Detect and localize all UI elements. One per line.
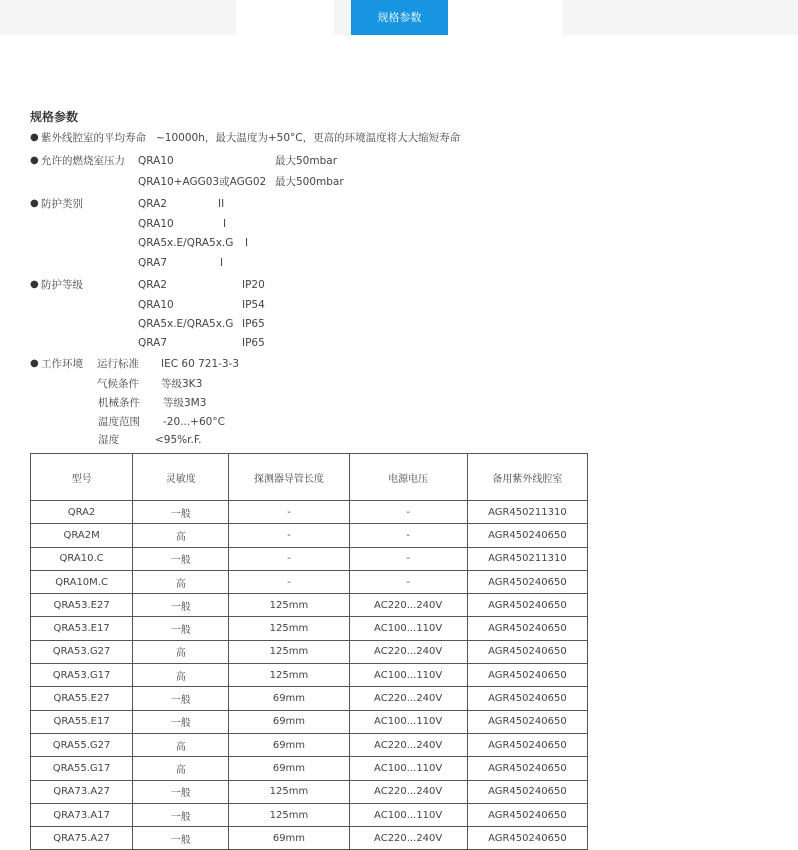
spec-env-value: 等级3K3 [161, 378, 203, 390]
table-row [31, 640, 588, 663]
spec-lifespan-label: 紫外线腔室的平均寿命 [41, 132, 146, 144]
table-header-cell: 探测器导管长度 [229, 454, 349, 501]
table-cell: 69mm [229, 733, 349, 756]
spec-level-model: QRA10 [138, 299, 174, 311]
table-cell: 高 [133, 733, 229, 756]
spec-table [30, 453, 588, 850]
table-header-cell: 型号 [31, 454, 133, 501]
table-cell: AC220...240V [349, 733, 467, 756]
tab-blank-2[interactable] [334, 0, 351, 35]
table-cell: AC100...110V [349, 710, 467, 733]
table-cell: AGR450240650 [467, 780, 587, 803]
table-cell: QRA55.G27 [31, 733, 133, 756]
spec-env-value: -20...+60°C [163, 416, 225, 428]
spec-pressure-value: 最大50mbar [275, 155, 338, 167]
table-cell: QRA73.A27 [31, 780, 133, 803]
table-cell: AGR450211310 [467, 547, 587, 570]
bullet: ● [30, 132, 39, 143]
table-cell: 一般 [133, 803, 229, 826]
table-cell: QRA2 [31, 501, 133, 524]
table-cell: 69mm [229, 827, 349, 850]
bullet: ● [30, 358, 39, 369]
spec-class-value: II [218, 198, 225, 210]
spec-level-model: QRA5x.E/QRA5x.G [138, 318, 234, 330]
spec-pressure-value: 最大500mbar [275, 176, 344, 188]
spec-level-model: QRA7 [138, 337, 167, 349]
spec-env-value: 等级3M3 [163, 397, 207, 409]
table-row [31, 710, 588, 733]
spec-class-value: I [245, 237, 249, 249]
table-cell: - [229, 501, 349, 524]
tab-specs[interactable]: 规格参数 [351, 0, 448, 35]
table-cell: 69mm [229, 687, 349, 710]
table-cell: 一般 [133, 594, 229, 617]
table-cell: 125mm [229, 594, 349, 617]
tab-blank-1[interactable] [0, 0, 236, 35]
table-cell: QRA10M.C [31, 570, 133, 593]
table-header-cell: 灵敏度 [133, 454, 229, 501]
spec-class-model: QRA7 [138, 257, 167, 269]
spec-env-key: 湿度 [98, 434, 119, 446]
table-cell: 一般 [133, 547, 229, 570]
spec-pressure-label: 允许的燃烧室压力 [41, 155, 125, 167]
spec-class-model: QRA10 [138, 218, 174, 230]
table-row [31, 780, 588, 803]
table-row [31, 687, 588, 710]
table-row [31, 757, 588, 780]
table-cell: 69mm [229, 710, 349, 733]
spec-level-value: IP54 [242, 299, 265, 311]
table-cell: 69mm [229, 757, 349, 780]
table-cell: - [229, 547, 349, 570]
table-row [31, 617, 588, 640]
table-cell: 125mm [229, 664, 349, 687]
table-cell: 125mm [229, 803, 349, 826]
spec-env-key: 运行标准 [97, 358, 139, 370]
table-row [31, 803, 588, 826]
table-cell: QRA53.E17 [31, 617, 133, 640]
spec-protection-class-label: 防护类别 [41, 198, 83, 210]
spec-protection-level-label: 防护等级 [41, 279, 83, 291]
table-cell: 高 [133, 664, 229, 687]
tab-blank-3[interactable] [563, 0, 798, 35]
spec-pressure-model: QRA10+AGG03或AGG02 [138, 176, 267, 188]
table-cell: AGR450240650 [467, 733, 587, 756]
table-cell: 高 [133, 524, 229, 547]
table-cell: - [229, 570, 349, 593]
table-cell: AGR450240650 [467, 664, 587, 687]
table-cell: AC100...110V [349, 664, 467, 687]
table-cell: - [349, 524, 467, 547]
table-cell: AC220...240V [349, 594, 467, 617]
spec-lifespan-value: ~10000h，最大温度为+50°C，更高的环境温度将大大缩短寿命 [156, 132, 461, 144]
table-cell: AGR450240650 [467, 710, 587, 733]
table-row [31, 733, 588, 756]
table-cell: AC220...240V [349, 780, 467, 803]
table-cell: AC220...240V [349, 687, 467, 710]
table-cell: QRA10.C [31, 547, 133, 570]
spec-level-value: IP65 [242, 337, 265, 349]
table-cell: AGR450240650 [467, 570, 587, 593]
table-cell: - [349, 501, 467, 524]
bullet: ● [30, 279, 39, 290]
table-cell: QRA53.E27 [31, 594, 133, 617]
table-cell: QRA75.A27 [31, 827, 133, 850]
table-cell: AGR450240650 [467, 524, 587, 547]
spec-env-key: 气候条件 [97, 378, 139, 390]
table-cell: QRA73.A17 [31, 803, 133, 826]
spec-class-value: I [223, 218, 227, 230]
spec-env-value: IEC 60 721-3-3 [161, 358, 240, 370]
table-cell: AC100...110V [349, 757, 467, 780]
table-cell: AGR450240650 [467, 640, 587, 663]
table-cell: QRA53.G17 [31, 664, 133, 687]
spec-env-key: 机械条件 [98, 397, 140, 409]
table-header-row [31, 454, 588, 501]
bullet: ● [30, 198, 39, 209]
table-cell: 高 [133, 757, 229, 780]
table-cell: 一般 [133, 710, 229, 733]
table-cell: 125mm [229, 780, 349, 803]
table-cell: - [229, 524, 349, 547]
table-header-cell: 备用紫外线腔室 [467, 454, 587, 501]
table-cell: QRA55.E17 [31, 710, 133, 733]
table-cell: QRA2M [31, 524, 133, 547]
table-cell: 一般 [133, 617, 229, 640]
table-cell: 一般 [133, 501, 229, 524]
spec-level-value: IP65 [242, 318, 265, 330]
table-cell: AC220...240V [349, 640, 467, 663]
table-cell: AC220...240V [349, 827, 467, 850]
table-cell: - [349, 547, 467, 570]
spec-level-value: IP20 [242, 279, 265, 291]
table-cell: AGR450240650 [467, 757, 587, 780]
spec-level-model: QRA2 [138, 279, 167, 291]
spec-env-key: 温度范围 [98, 416, 140, 428]
tab-bar [0, 0, 798, 35]
table-row [31, 594, 588, 617]
table-row [31, 547, 588, 570]
table-cell: AC100...110V [349, 617, 467, 640]
section-title: 规格参数 [30, 110, 79, 124]
table-cell: AGR450240650 [467, 594, 587, 617]
table-cell: AC100...110V [349, 803, 467, 826]
spec-environment-label: 工作环境 [41, 358, 83, 370]
spec-class-model: QRA2 [138, 198, 167, 210]
table-row [31, 570, 588, 593]
spec-class-value: I [220, 257, 224, 269]
table-row [31, 524, 588, 547]
table-row [31, 664, 588, 687]
table-cell: 一般 [133, 780, 229, 803]
table-cell: AGR450211310 [467, 501, 587, 524]
table-cell: AGR450240650 [467, 617, 587, 640]
table-cell: 一般 [133, 687, 229, 710]
table-row [31, 501, 588, 524]
table-cell: - [349, 570, 467, 593]
table-cell: 一般 [133, 827, 229, 850]
table-cell: 高 [133, 640, 229, 663]
table-cell: QRA55.G17 [31, 757, 133, 780]
table-cell: AGR450240650 [467, 803, 587, 826]
spec-class-model: QRA5x.E/QRA5x.G [138, 237, 234, 249]
spec-env-value: <95%r.F. [155, 434, 202, 446]
table-cell: AGR450240650 [467, 827, 587, 850]
table-cell: QRA55.E27 [31, 687, 133, 710]
table-cell: QRA53.G27 [31, 640, 133, 663]
table-cell: 125mm [229, 617, 349, 640]
table-header-cell: 电源电压 [349, 454, 467, 501]
table-cell: 高 [133, 570, 229, 593]
table-cell: 125mm [229, 640, 349, 663]
table-cell: AGR450240650 [467, 687, 587, 710]
bullet: ● [30, 155, 39, 166]
spec-pressure-model: QRA10 [138, 155, 174, 167]
table-row [31, 827, 588, 850]
